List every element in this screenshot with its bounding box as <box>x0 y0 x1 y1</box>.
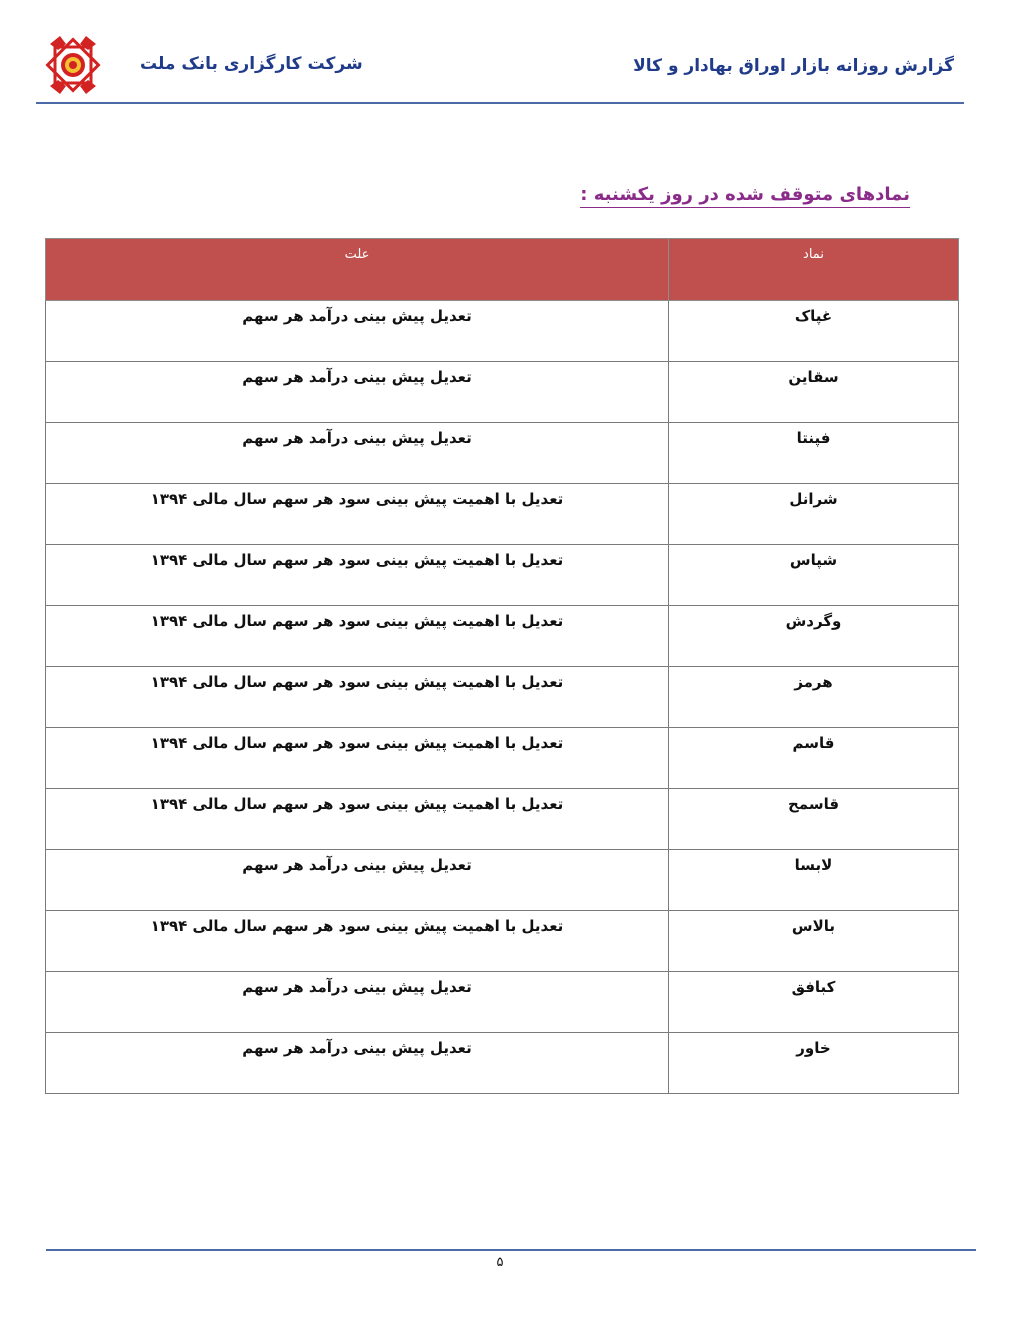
table-row <box>46 1033 959 1094</box>
footer-divider <box>46 1249 976 1251</box>
table-row <box>46 911 959 972</box>
table-row <box>46 484 959 545</box>
section-heading: نمادهای متوقف شده در روز یکشنبه : <box>580 184 910 208</box>
table-row <box>46 545 959 606</box>
reason-cell: تعدیل با اهمیت پیش بینی سود هر سهم سال مالی ۱۳۹۴ <box>46 789 669 850</box>
table-row <box>46 606 959 667</box>
reason-cell: تعدیل پیش بینی درآمد هر سهم <box>46 423 669 484</box>
table-row <box>46 667 959 728</box>
symbol-cell: لابسا <box>669 850 959 911</box>
column-header-reason: علت <box>46 239 669 301</box>
bank-mellat-logo <box>38 30 108 100</box>
table-row <box>46 301 959 362</box>
symbol-cell: شرانل <box>669 484 959 545</box>
reason-cell: تعدیل با اهمیت پیش بینی سود هر سهم سال مالی ۱۳۹۴ <box>46 728 669 789</box>
reason-cell: تعدیل با اهمیت پیش بینی سود هر سهم سال مالی ۱۳۹۴ <box>46 667 669 728</box>
table-row <box>46 362 959 423</box>
reason-cell: تعدیل پیش بینی درآمد هر سهم <box>46 850 669 911</box>
company-name: شرکت کارگزاری بانک ملت <box>140 54 363 74</box>
page-number: ۵ <box>496 1255 504 1270</box>
reason-cell: تعدیل با اهمیت پیش بینی سود هر سهم سال مالی ۱۳۹۴ <box>46 545 669 606</box>
reason-cell: تعدیل پیش بینی درآمد هر سهم <box>46 972 669 1033</box>
symbol-cell: شپاس <box>669 545 959 606</box>
table-row <box>46 423 959 484</box>
header-divider <box>36 102 964 104</box>
symbol-cell: سقاین <box>669 362 959 423</box>
table-row <box>46 972 959 1033</box>
reason-cell: تعدیل با اهمیت پیش بینی سود هر سهم سال مالی ۱۳۹۴ <box>46 606 669 667</box>
reason-cell: تعدیل پیش بینی درآمد هر سهم <box>46 362 669 423</box>
symbol-cell: وگردش <box>669 606 959 667</box>
reason-cell: تعدیل با اهمیت پیش بینی سود هر سهم سال مالی ۱۳۹۴ <box>46 911 669 972</box>
reason-cell: تعدیل با اهمیت پیش بینی سود هر سهم سال مالی ۱۳۹۴ <box>46 484 669 545</box>
table-row <box>46 850 959 911</box>
table-row <box>46 728 959 789</box>
symbol-cell: کبافق <box>669 972 959 1033</box>
table-row <box>46 789 959 850</box>
reason-cell: تعدیل پیش بینی درآمد هر سهم <box>46 1033 669 1094</box>
column-header-symbol: نماد <box>669 239 959 301</box>
symbol-cell: قاسم <box>669 728 959 789</box>
halted-symbols-table <box>45 238 959 1094</box>
table-header-row <box>46 239 959 301</box>
symbol-cell: هرمز <box>669 667 959 728</box>
reason-cell: تعدیل پیش بینی درآمد هر سهم <box>46 301 669 362</box>
symbol-cell: خاور <box>669 1033 959 1094</box>
symbol-cell: بالاس <box>669 911 959 972</box>
symbol-cell: قاسمح <box>669 789 959 850</box>
symbol-cell: غپاک <box>669 301 959 362</box>
report-title: گزارش روزانه بازار اوراق بهادار و کالا <box>633 56 954 76</box>
symbol-cell: فپنتا <box>669 423 959 484</box>
